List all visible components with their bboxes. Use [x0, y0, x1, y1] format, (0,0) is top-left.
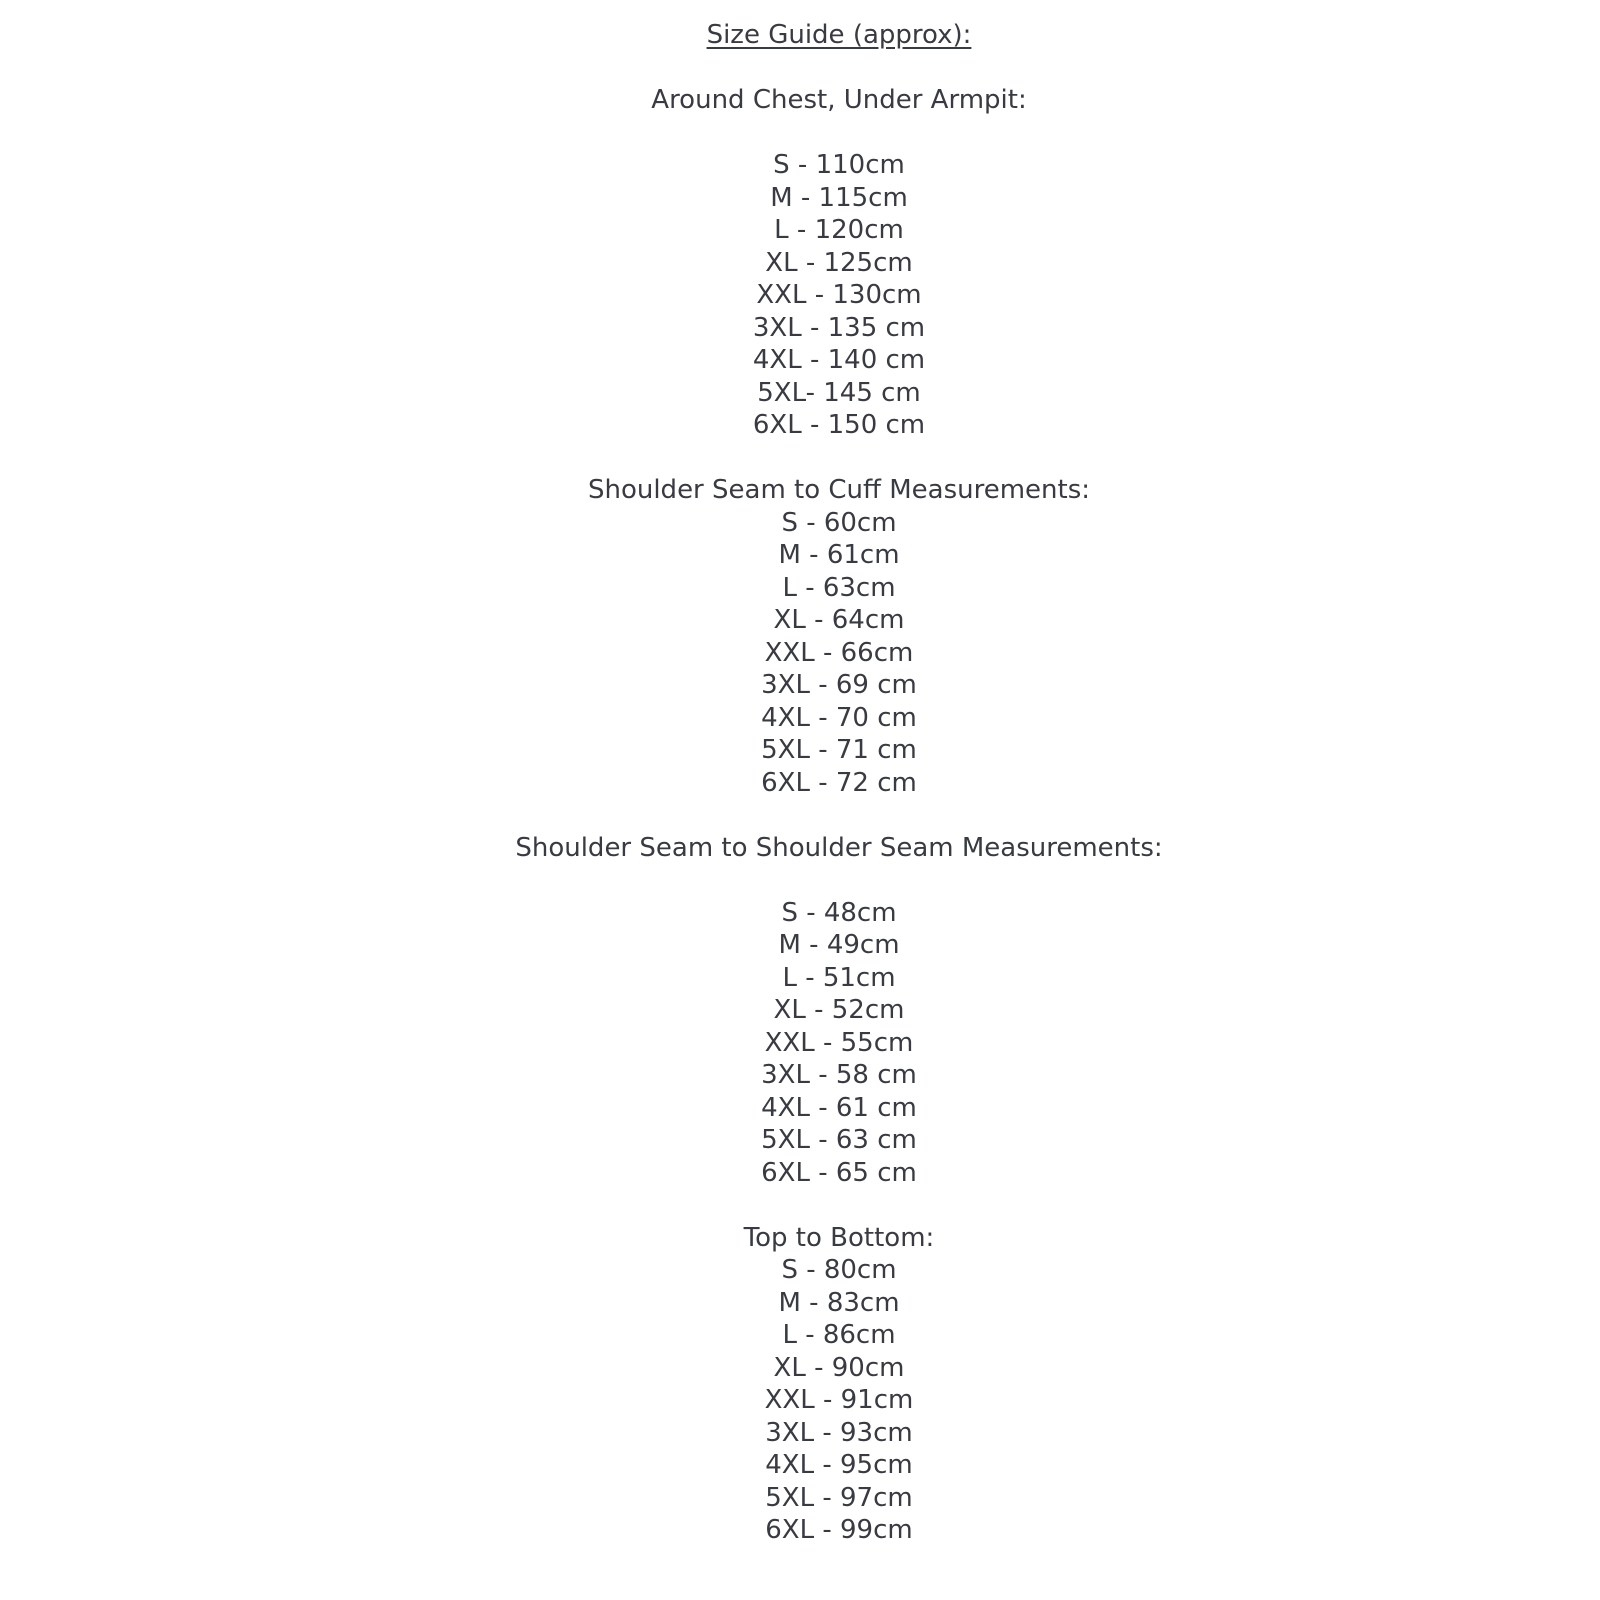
size-row: 5XL- 145 cm [757, 377, 921, 408]
size-row: XXL - 130cm [756, 280, 922, 310]
size-row: XXL - 55cm [764, 1027, 914, 1058]
size-row: 6XL - 65 cm [761, 1157, 917, 1188]
spacer [78, 442, 1600, 475]
spacer [78, 799, 1600, 832]
size-row: 3XL - 69 cm [761, 670, 917, 700]
size-row: XL - 64cm [773, 605, 905, 635]
size-row: 3XL - 93cm [765, 1417, 913, 1448]
size-row: S - 80cm [781, 1255, 897, 1285]
size-row: XL - 90cm [773, 1352, 905, 1383]
size-row: XL - 125cm [765, 247, 913, 278]
section-heading-seam-to-cuff: Shoulder Seam to Cuff Measurements: [587, 475, 1091, 505]
size-row: 6XL - 72 cm [761, 767, 917, 798]
spacer [78, 1189, 1600, 1222]
spacer [78, 52, 1600, 85]
size-row: M - 115cm [770, 182, 908, 213]
size-row: 4XL - 70 cm [761, 702, 917, 733]
size-row: M - 83cm [778, 1287, 900, 1318]
size-row: L - 86cm [782, 1320, 896, 1350]
size-row: 5XL - 71 cm [761, 735, 917, 765]
size-row: 6XL - 99cm [765, 1515, 913, 1545]
size-row: S - 110cm [773, 150, 905, 180]
size-row: 4XL - 140 cm [752, 345, 926, 375]
size-guide-title: Size Guide (approx): [706, 20, 972, 50]
size-row: 3XL - 135 cm [752, 312, 926, 343]
size-row: 4XL - 61 cm [761, 1092, 917, 1123]
size-row: M - 49cm [778, 930, 900, 960]
spacer [78, 864, 1600, 897]
size-row: 4XL - 95cm [765, 1450, 913, 1480]
spacer [78, 117, 1600, 150]
size-row: 6XL - 150 cm [752, 410, 926, 440]
size-row: S - 48cm [781, 897, 897, 928]
size-row: XL - 52cm [773, 995, 905, 1025]
size-row: L - 63cm [782, 572, 896, 603]
size-row: XXL - 66cm [764, 637, 914, 668]
size-row: M - 61cm [778, 540, 900, 570]
size-row: 5XL - 97cm [765, 1482, 913, 1513]
section-heading-around-chest: Around Chest, Under Armpit: [651, 85, 1027, 115]
size-row: XXL - 91cm [764, 1385, 914, 1415]
section-heading-seam-to-seam: Shoulder Seam to Shoulder Seam Measurements: [515, 832, 1163, 863]
size-row: 3XL - 58 cm [761, 1060, 917, 1090]
size-row: L - 51cm [782, 962, 896, 993]
size-row: L - 120cm [774, 215, 904, 245]
size-row: S - 60cm [781, 507, 897, 538]
section-heading-top-to-bottom: Top to Bottom: [743, 1222, 935, 1253]
size-row: 5XL - 63 cm [761, 1125, 917, 1155]
